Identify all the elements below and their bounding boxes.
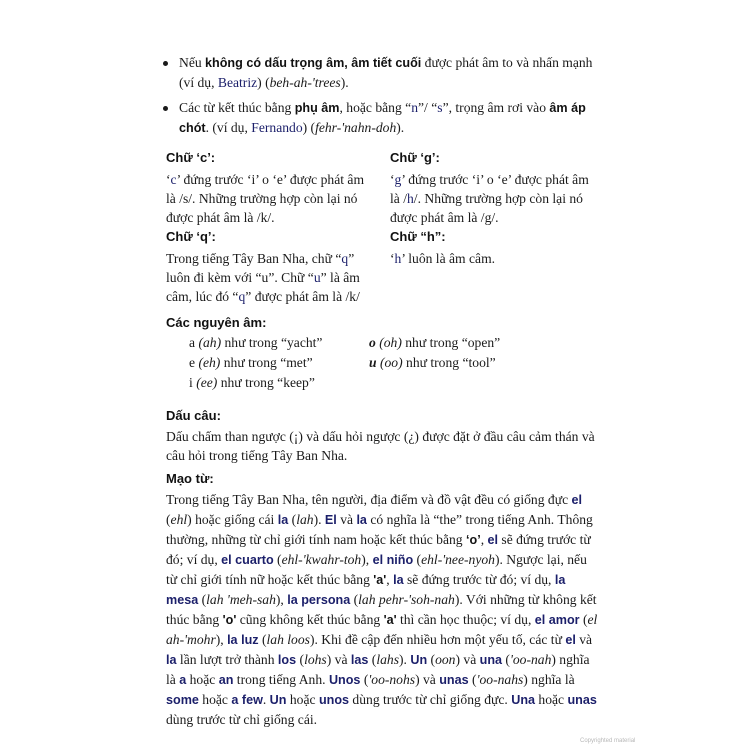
letter-g-section [390,148,590,227]
letter-c-heading: Chữ ‘c’: [166,150,216,165]
letter-q-heading: Chữ ‘q’: [166,229,216,244]
vowel-e: e (eh) như trong “met” [189,355,313,370]
punctuation-text: Dấu chấm than ngược (¡) và dấu hỏi ngược (¿) được đặt ở đầu câu cảm thán và câu hỏi trong tiếng Tây Ban Nha. [166,429,595,463]
letter-h-heading: Chữ “h”: [390,229,446,244]
bullet-text: Các từ kết thúc bằng phụ âm, hoặc bằng “n”/ “s”, trọng âm rơi vào âm áp chót. (ví dụ, Fernando) (fehr-'nahn-doh). [179,100,586,135]
punctuation-section [166,406,598,465]
letter-c-text: ‘c’ đứng trước ‘i’ o ‘e’ được phát âm là /s/. Những trường hợp còn lại nó được phát âm là /k/. [166,172,365,225]
letter-g-heading: Chữ ‘g’: [390,150,440,165]
bullet-dot [163,61,168,66]
copyright-watermark: Copyrighted material [580,738,636,744]
vowel-u: u (oo) như trong “tool” [369,355,496,370]
articles-section [166,469,598,729]
bullet-text: Nếu không có dấu trọng âm, âm tiết cuối được phát âm to và nhấn mạnh (ví dụ, Beatriz) (beh-ah-'trees). [179,55,593,90]
bullet-dot [163,106,168,111]
vowel-i: i (ee) như trong “keep” [189,375,315,390]
letter-g-text: ‘g’ đứng trước ‘i’ o ‘e’ được phát âm là /h/. Những trường hợp còn lại nó được phát âm là /g/. [390,172,589,225]
vowel-o: o (oh) như trong “open” [369,335,501,350]
letter-h-section [390,227,590,268]
letter-q-text: Trong tiếng Tây Ban Nha, chữ “q” luôn đi kèm với “u”. Chữ “u” là âm câm, lúc đó “q” được phát âm là /k/ [166,251,360,304]
punctuation-heading: Dấu câu: [166,408,221,423]
vowel-a: a (ah) như trong “yacht” [189,335,323,350]
letter-h-text: ‘h’ luôn là âm câm. [390,251,496,266]
articles-heading: Mạo từ: [166,471,214,486]
letter-c-section [166,148,366,227]
vowels-heading: Các nguyên âm: [166,315,267,330]
articles-text: Trong tiếng Tây Ban Nha, tên người, địa điểm và đồ vật đều có giống đực el (ehl) hoặc giống cái la (lah). El và la có nghĩa là “the” trong tiếng Anh. Thông thường, những từ chỉ giới tính nam hoặc kết thúc bằng ‘o’, el sẽ đứng trước từ đó; ví dụ, el cuarto (ehl-'kwahr-toh), el niño (ehl-'nee-nyoh). Ngược lại, nếu từ chỉ giới tính nữ hoặc kết thúc bằng 'a', la sẽ đứng trước từ đó; ví dụ, la mesa (lah 'meh-sah), la persona (lah pehr-'soh-nah). Với những từ không kết thúc bằng 'o' cũng không kết thúc bằng 'a' thì cần học thuộc; ví dụ, el amor (el ah-'mohr), la luz (lah loos). Khi đề cập đến nhiều hơn một yếu tố, các từ el và la lần lượt trở thành los (lohs) và las (lahs). Un (oon) và una ('oo-nah) nghĩa là a hoặc an trong tiếng Anh. Unos ('oo-nohs) và unas ('oo-nahs) nghĩa là some hoặc a few. Un hoặc unos dùng trước từ chỉ giống đực. Una hoặc unas dùng trước từ chỉ giống cái. [166,492,598,727]
letter-q-section [166,227,366,306]
